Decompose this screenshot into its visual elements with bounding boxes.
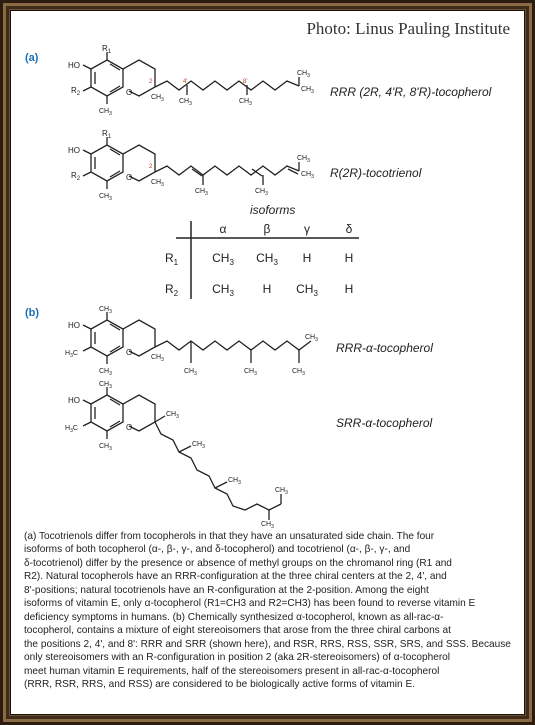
figure-panel xyxy=(11,11,524,714)
isoform-column-header: α xyxy=(219,222,227,236)
caption-line: 8'-positions; natural tocotrienols have an R-configuration at the 2-position. Among the eight xyxy=(24,584,429,596)
ho-atom: HO xyxy=(68,61,80,70)
srr-alpha-structure xyxy=(51,376,311,530)
svg-text:R1: $R_1$ xyxy=(102,129,112,140)
caption-line: isoforms of vitamin E, only α-tocopherol (R1=CH3 and R2=CH3) has been found to reverse vitamin E xyxy=(24,598,476,610)
svg-text:CH3: $CH_3$ xyxy=(297,155,310,164)
caption-line: isoforms of both tocopherol (α-, β-, γ-, and δ-tocopherol) and tocotrienol (α-, β-, γ-, and xyxy=(24,544,411,556)
caption-line: only stereoisomers with an R-configuration in position 2 (aka 2R-stereoisomers) of α-tocopherol xyxy=(24,652,451,664)
svg-text:CH3: $CH_3$ xyxy=(184,368,197,377)
photo-credit: Photo: Linus Pauling Institute xyxy=(306,19,510,38)
r1-atom: $R_1$ xyxy=(102,44,112,55)
caption-line: R2). Natural tocopherols have an RRR-configuration at the three chiral centers at the 2, 4', and xyxy=(24,571,447,583)
svg-text:CH3: $CH_3$ xyxy=(151,179,164,188)
svg-text:CH3: $CH_3$ xyxy=(244,368,257,377)
caption-line: (a) Tocotrienols differ from tocopherols in that they have an unsaturated side chain. The four xyxy=(24,531,435,542)
isoform-table-title: isoforms xyxy=(250,203,296,217)
caption-line: deficiency symptoms in humans. (b) Chemically synthesized α-tocopherol, known as all-rac-α- xyxy=(24,611,444,623)
srr-alpha-label: SRR-α-tocopherol xyxy=(336,416,433,430)
isoform-cell: $CH_3$ xyxy=(296,282,318,298)
svg-text:4': 4' xyxy=(183,79,188,85)
svg-text:CH3: $CH_3$ xyxy=(151,94,164,103)
tocopherol-label: RRR (2R, 4'R, 8'R)-tocopherol xyxy=(330,85,492,99)
r2-atom: $R_2$ xyxy=(71,86,81,97)
svg-text:H3C: $H_3C$ xyxy=(65,425,78,434)
isoform-cell: $CH_3$ xyxy=(212,282,234,298)
ch3-atom: $CH_3$ xyxy=(99,108,112,117)
svg-text:CH3: $CH_3$ xyxy=(275,487,288,496)
svg-text:2: 2 xyxy=(149,164,153,170)
svg-text:CH3: $CH_3$ xyxy=(179,98,192,107)
svg-text:O: O xyxy=(126,423,133,432)
svg-text:CH3: $CH_3$ xyxy=(228,477,241,486)
caption-line: (RRR, RSR, RRS, and RSS) are considered to be biologically active forms of vitamin E. xyxy=(24,678,415,690)
svg-text:CH3: $CH_3$ xyxy=(192,441,205,450)
caption-line: δ-tocotrienol) differ by the presence or absence of methyl groups on the chromanol ring (R1 and xyxy=(24,557,452,569)
isoform-column-header: γ xyxy=(304,222,310,236)
isoform-column-header: δ xyxy=(345,222,353,236)
caption-line: the positions 2, 4', and 8': RRR and SRR (shown here), and RSR, RRS, RSS, SSR, SRS, and SSS. Because xyxy=(24,638,511,650)
isoform-cell: H xyxy=(344,251,354,265)
svg-text:HO: HO xyxy=(68,146,80,155)
o-atom: O xyxy=(126,88,133,97)
svg-text:R2: $R_2$ xyxy=(71,171,81,182)
svg-text:CH3: $CH_3$ xyxy=(99,381,112,390)
svg-text:HO: HO xyxy=(68,321,80,330)
svg-text:CH3: $CH_3$ xyxy=(297,70,310,79)
svg-text:CH3: $CH_3$ xyxy=(99,368,112,377)
svg-text:CH3: $CH_3$ xyxy=(305,334,318,343)
svg-text:HO: HO xyxy=(68,396,80,405)
svg-text:CH3: $CH_3$ xyxy=(301,171,314,180)
tocopherol-structure xyxy=(51,41,321,126)
svg-text:CH3: $CH_3$ xyxy=(151,354,164,363)
isoform-row-label: $R_1$ xyxy=(165,251,179,267)
svg-text:CH3: $CH_3$ xyxy=(195,188,208,197)
isoform-cell: $CH_3$ xyxy=(256,251,278,267)
isoform-column-header: β xyxy=(263,222,271,236)
isoform-cell: $CH_3$ xyxy=(212,251,234,267)
tocotrienol-structure xyxy=(51,126,321,211)
svg-text:O: O xyxy=(126,348,133,357)
svg-text:CH3: $CH_3$ xyxy=(261,521,274,530)
caption-line: tocopherol, contains a mixture of eight stereoisomers that arose from the three chiral carbons at xyxy=(24,625,451,637)
isoform-cell: H xyxy=(302,251,312,265)
panel-a-label: (a) xyxy=(25,52,39,64)
svg-text:O: O xyxy=(126,173,133,182)
svg-text:H3C: $H_3C$ xyxy=(65,350,78,359)
tocotrienol-label: R(2R)-tocotrienol xyxy=(330,166,422,180)
isoform-table xyxy=(161,217,371,302)
svg-text:CH3: $CH_3$ xyxy=(99,193,112,202)
svg-text:CH3: $CH_3$ xyxy=(166,411,179,420)
isoform-cell: H xyxy=(344,282,354,296)
panel-b-label: (b) xyxy=(25,307,40,319)
svg-text:CH3: $CH_3$ xyxy=(292,368,305,377)
rrr-alpha-label: RRR-α-tocopherol xyxy=(336,341,433,355)
rrr-alpha-structure xyxy=(51,301,331,381)
svg-text:CH3: $CH_3$ xyxy=(255,188,268,197)
isoform-cell: H xyxy=(262,282,272,296)
svg-text:2: 2 xyxy=(149,79,153,85)
caption-line: meet human vitamin E requirements, half of the stereoisomers present in all-rac-α-tocopherol xyxy=(24,665,440,677)
figure-caption xyxy=(24,530,511,691)
svg-text:CH3: $CH_3$ xyxy=(99,443,112,452)
isoform-row-label: $R_2$ xyxy=(165,282,179,298)
svg-text:8': 8' xyxy=(243,79,248,85)
svg-text:CH3: $CH_3$ xyxy=(301,86,314,95)
svg-text:CH3: $CH_3$ xyxy=(239,98,252,107)
svg-text:CH3: $CH_3$ xyxy=(99,306,112,315)
